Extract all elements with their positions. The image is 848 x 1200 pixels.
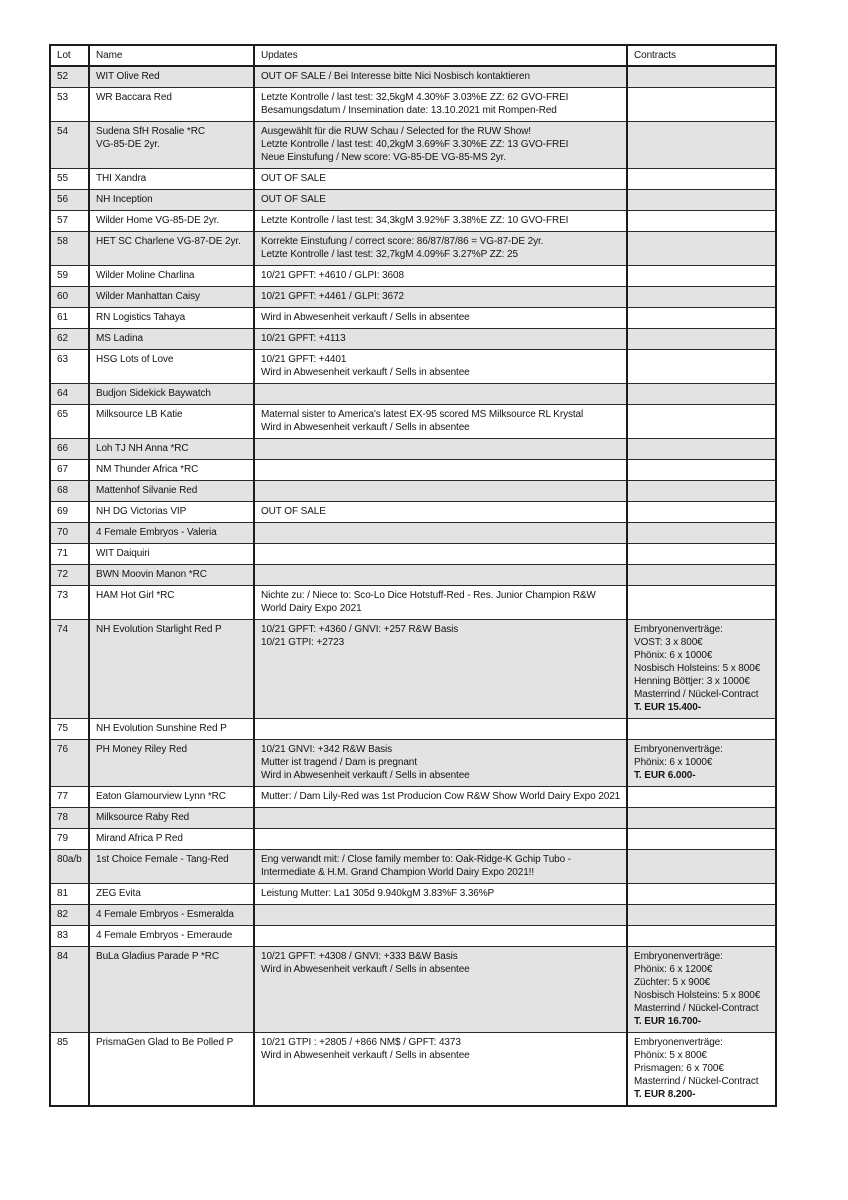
lot-cell: 52 (50, 66, 89, 88)
lot-cell: 81 (50, 884, 89, 905)
cell-line: Milksource LB Katie (96, 409, 183, 420)
table-row (50, 169, 776, 190)
updates-cell (254, 884, 627, 905)
cell-line: Phönix: 6 x 1000€ (634, 650, 713, 661)
cell-line: 4 Female Embryos - Esmeralda (96, 909, 234, 920)
cell-line: Phönix: 6 x 1200€ (634, 964, 713, 975)
name-cell (89, 502, 254, 523)
name-cell (89, 350, 254, 384)
table-row (50, 740, 776, 787)
contracts-cell (627, 190, 776, 211)
table-row (50, 460, 776, 481)
contracts-cell (627, 308, 776, 329)
lot-cell: 71 (50, 544, 89, 565)
cell-line: Maternal sister to America's latest EX-95 scored MS Milksource RL Krystal (261, 409, 584, 420)
updates-cell (254, 565, 627, 586)
name-cell (89, 523, 254, 544)
name-cell (89, 947, 254, 1033)
table-row (50, 481, 776, 502)
name-cell (89, 232, 254, 266)
cell-line: ZEG Evita (96, 888, 141, 899)
cell-line: RN Logistics Tahaya (96, 312, 186, 323)
name-cell (89, 905, 254, 926)
lot-cell: 85 (50, 1033, 89, 1107)
contracts-cell (627, 211, 776, 232)
cell-line: 10/21 GNVI: +342 R&W Basis (261, 744, 393, 755)
contract-total: T. EUR 8.200- (634, 1089, 696, 1100)
updates-cell (254, 211, 627, 232)
table-row (50, 308, 776, 329)
contracts-cell (627, 266, 776, 287)
cell-line: 4 Female Embryos - Valeria (96, 527, 217, 538)
name-cell (89, 190, 254, 211)
cell-line: Wird in Abwesenheit verkauft / Sells in absentee (261, 964, 470, 975)
table-row (50, 405, 776, 439)
lot-cell: 69 (50, 502, 89, 523)
cell-line: 10/21 GPFT: +4308 / GNVI: +333 B&W Basis (261, 951, 458, 962)
name-cell (89, 122, 254, 169)
contract-total: T. EUR 16.700- (634, 1016, 701, 1027)
cell-line: Loh TJ NH Anna *RC (96, 443, 189, 454)
cell-line: PH Money Riley Red (96, 744, 188, 755)
contracts-cell (627, 586, 776, 620)
lot-cell: 65 (50, 405, 89, 439)
cell-line: NH Evolution Sunshine Red P (96, 723, 227, 734)
updates-cell (254, 405, 627, 439)
contracts-cell (627, 947, 776, 1033)
contracts-cell (627, 88, 776, 122)
name-cell (89, 620, 254, 719)
cell-line: HSG Lots of Love (96, 354, 174, 365)
table-row (50, 502, 776, 523)
cell-line: Wilder Moline Charlina (96, 270, 195, 281)
table-row (50, 544, 776, 565)
updates-cell (254, 740, 627, 787)
lot-cell: 76 (50, 740, 89, 787)
name-cell (89, 787, 254, 808)
contracts-cell (627, 544, 776, 565)
updates-cell (254, 544, 627, 565)
cell-line: BuLa Gladius Parade P *RC (96, 951, 219, 962)
contracts-cell (627, 439, 776, 460)
updates-cell (254, 460, 627, 481)
name-cell (89, 829, 254, 850)
lot-cell: 67 (50, 460, 89, 481)
table-row (50, 829, 776, 850)
updates-cell (254, 350, 627, 384)
contracts-cell (627, 329, 776, 350)
updates-cell (254, 905, 627, 926)
table-row (50, 905, 776, 926)
name-cell (89, 719, 254, 740)
table-row (50, 88, 776, 122)
cell-line: Phönix: 6 x 1000€ (634, 757, 713, 768)
cell-line: Wird in Abwesenheit verkauft / Sells in absentee (261, 367, 470, 378)
cell-line: HET SC Charlene VG-87-DE 2yr. (96, 236, 241, 247)
table-row (50, 850, 776, 884)
table-row (50, 719, 776, 740)
cell-line: 10/21 GPFT: +4401 (261, 354, 347, 365)
updates-cell (254, 787, 627, 808)
cell-line: Leistung Mutter: La1 305d 9.940kgM 3.83%F 3.36%P (261, 888, 495, 899)
cell-line: Letzte Kontrolle / last test: 32,7kgM 4.09%F 3.27%P ZZ: 25 (261, 249, 518, 260)
cell-line: WIT Daiquiri (96, 548, 150, 559)
updates-cell (254, 190, 627, 211)
table-row (50, 808, 776, 829)
cell-line: Mutter ist tragend / Dam is pregnant (261, 757, 417, 768)
cell-line: Eng verwandt mit: / Close family member to: Oak-Ridge-K Gchip Tubo - Intermediate & H.M. Grand Champion World Dairy Expo 2021!! (261, 854, 571, 878)
updates-cell (254, 439, 627, 460)
table-row (50, 620, 776, 719)
table-row (50, 565, 776, 586)
cell-line: Letzte Kontrolle / last test: 34,3kgM 3.92%F 3.38%E ZZ: 10 GVO-FREI (261, 215, 569, 226)
cell-line: 10/21 GTPI: +2723 (261, 637, 345, 648)
lot-cell: 79 (50, 829, 89, 850)
contracts-cell (627, 384, 776, 405)
cell-line: Eaton Glamourview Lynn *RC (96, 791, 226, 802)
cell-line: Budjon Sidekick Baywatch (96, 388, 211, 399)
table-row (50, 1033, 776, 1107)
updates-cell (254, 620, 627, 719)
contracts-cell (627, 1033, 776, 1107)
contracts-cell (627, 122, 776, 169)
contracts-cell (627, 926, 776, 947)
lot-cell: 84 (50, 947, 89, 1033)
cell-line: 10/21 GPFT: +4461 / GLPI: 3672 (261, 291, 404, 302)
contracts-cell (627, 620, 776, 719)
updates-cell (254, 88, 627, 122)
cell-line: Wird in Abwesenheit verkauft / Sells in absentee (261, 422, 470, 433)
updates-cell (254, 502, 627, 523)
lot-cell: 64 (50, 384, 89, 405)
lot-cell: 61 (50, 308, 89, 329)
lot-cell: 68 (50, 481, 89, 502)
cell-line: 10/21 GPFT: +4610 / GLPI: 3608 (261, 270, 404, 281)
cell-line: VG-85-DE 2yr. (96, 139, 160, 150)
name-cell (89, 850, 254, 884)
name-cell (89, 66, 254, 88)
name-cell (89, 884, 254, 905)
name-cell (89, 586, 254, 620)
cell-line: Wird in Abwesenheit verkauft / Sells in absentee (261, 312, 470, 323)
name-cell (89, 287, 254, 308)
table-row (50, 350, 776, 384)
updates-cell (254, 947, 627, 1033)
cell-line: Henning Böttjer: 3 x 1000€ (634, 676, 750, 687)
lot-cell: 75 (50, 719, 89, 740)
updates-cell (254, 122, 627, 169)
cell-line: Embryonenverträge: (634, 624, 723, 635)
col-header-name: Name (89, 45, 254, 66)
table-row (50, 926, 776, 947)
contracts-cell (627, 850, 776, 884)
name-cell (89, 740, 254, 787)
cell-line: NH Inception (96, 194, 153, 205)
table-row (50, 523, 776, 544)
lot-cell: 66 (50, 439, 89, 460)
name-cell (89, 405, 254, 439)
lot-cell: 74 (50, 620, 89, 719)
table-header-row (50, 45, 776, 66)
updates-cell (254, 1033, 627, 1107)
cell-line: Masterrind / Nückel-Contract (634, 689, 759, 700)
cell-line: Letzte Kontrolle / last test: 40,2kgM 3.69%F 3.30%E ZZ: 13 GVO-FREI (261, 139, 569, 150)
cell-line: OUT OF SALE (261, 194, 326, 205)
table-row (50, 266, 776, 287)
name-cell (89, 544, 254, 565)
updates-cell (254, 850, 627, 884)
lot-cell: 83 (50, 926, 89, 947)
updates-cell (254, 329, 627, 350)
updates-cell (254, 719, 627, 740)
contracts-cell (627, 350, 776, 384)
updates-cell (254, 266, 627, 287)
cell-line: MS Ladina (96, 333, 143, 344)
cell-line: Letzte Kontrolle / last test: 32,5kgM 4.30%F 3.03%E ZZ: 62 GVO-FREI (261, 92, 569, 103)
cell-line: Masterrind / Nückel-Contract (634, 1076, 759, 1087)
lot-cell: 70 (50, 523, 89, 544)
contracts-cell (627, 481, 776, 502)
cell-line: Phönix: 5 x 800€ (634, 1050, 707, 1061)
table-row (50, 232, 776, 266)
updates-cell (254, 481, 627, 502)
name-cell (89, 88, 254, 122)
contract-total: T. EUR 15.400- (634, 702, 701, 713)
cell-line: WIT Olive Red (96, 71, 160, 82)
table-row (50, 329, 776, 350)
lot-cell: 63 (50, 350, 89, 384)
cell-line: Embryonenverträge: (634, 951, 723, 962)
lot-cell: 59 (50, 266, 89, 287)
cell-line: 10/21 GTPI : +2805 / +866 NM$ / GPFT: 4373 (261, 1037, 461, 1048)
contracts-cell (627, 740, 776, 787)
cell-line: PrismaGen Glad to Be Polled P (96, 1037, 234, 1048)
updates-cell (254, 232, 627, 266)
contracts-cell (627, 502, 776, 523)
lot-cell: 55 (50, 169, 89, 190)
cell-line: Wilder Manhattan Caisy (96, 291, 200, 302)
cell-line: OUT OF SALE (261, 173, 326, 184)
contracts-cell (627, 405, 776, 439)
table-row (50, 66, 776, 88)
table-row (50, 586, 776, 620)
col-header-updates: Updates (254, 45, 627, 66)
lot-cell: 60 (50, 287, 89, 308)
lot-cell: 62 (50, 329, 89, 350)
contracts-cell (627, 905, 776, 926)
cell-line: WR Baccara Red (96, 92, 172, 103)
lot-cell: 72 (50, 565, 89, 586)
cell-line: OUT OF SALE / Bei Interesse bitte Nici Nosbisch kontaktieren (261, 71, 530, 82)
updates-cell (254, 308, 627, 329)
cell-line: Ausgewählt für die RUW Schau / Selected for the RUW Show! (261, 126, 531, 137)
name-cell (89, 1033, 254, 1107)
cell-line: Züchter: 5 x 900€ (634, 977, 711, 988)
cell-line: BWN Moovin Manon *RC (96, 569, 207, 580)
updates-cell (254, 926, 627, 947)
table-row (50, 384, 776, 405)
cell-line: Nosbisch Holsteins: 5 x 800€ (634, 663, 761, 674)
name-cell (89, 211, 254, 232)
lot-cell: 77 (50, 787, 89, 808)
contracts-cell (627, 66, 776, 88)
name-cell (89, 565, 254, 586)
lot-cell: 73 (50, 586, 89, 620)
contracts-cell (627, 287, 776, 308)
name-cell (89, 266, 254, 287)
updates-cell (254, 66, 627, 88)
name-cell (89, 926, 254, 947)
lot-cell: 80a/b (50, 850, 89, 884)
table-row (50, 122, 776, 169)
contract-total: T. EUR 6.000- (634, 770, 696, 781)
updates-cell (254, 586, 627, 620)
name-cell (89, 460, 254, 481)
cell-line: 1st Choice Female - Tang-Red (96, 854, 229, 865)
name-cell (89, 169, 254, 190)
name-cell (89, 308, 254, 329)
contracts-cell (627, 565, 776, 586)
cell-line: THI Xandra (96, 173, 147, 184)
cell-line: Prismagen: 6 x 700€ (634, 1063, 724, 1074)
cell-line: OUT OF SALE (261, 506, 326, 517)
cell-line: Masterrind / Nückel-Contract (634, 1003, 759, 1014)
cell-line: Wilder Home VG-85-DE 2yr. (96, 215, 220, 226)
cell-line: VOST: 3 x 800€ (634, 637, 703, 648)
cell-line: 4 Female Embryos - Emeraude (96, 930, 233, 941)
cell-line: HAM Hot Girl *RC (96, 590, 175, 601)
cell-line: Wird in Abwesenheit verkauft / Sells in absentee (261, 1050, 470, 1061)
table-row (50, 439, 776, 460)
name-cell (89, 808, 254, 829)
contracts-cell (627, 829, 776, 850)
cell-line: Embryonenverträge: (634, 1037, 723, 1048)
contracts-cell (627, 232, 776, 266)
cell-line: Embryonenverträge: (634, 744, 723, 755)
cell-line: Wird in Abwesenheit verkauft / Sells in absentee (261, 770, 470, 781)
cell-line: Besamungsdatum / Insemination date: 13.10.2021 mit Rompen-Red (261, 105, 557, 116)
cell-line: 10/21 GPFT: +4360 / GNVI: +257 R&W Basis (261, 624, 459, 635)
cell-line: Neue Einstufung / New score: VG-85-DE VG-85-MS 2yr. (261, 152, 506, 163)
updates-cell (254, 808, 627, 829)
cell-line: 10/21 GPFT: +4113 (261, 333, 346, 344)
contracts-cell (627, 460, 776, 481)
cell-line: Nichte zu: / Niece to: Sco-Lo Dice Hotstuff-Red - Res. Junior Champion R&W World Dairy Expo 2021 (261, 590, 596, 614)
table-row (50, 287, 776, 308)
lot-cell: 82 (50, 905, 89, 926)
name-cell (89, 439, 254, 460)
cell-line: Milksource Raby Red (96, 812, 190, 823)
cell-line: Korrekte Einstufung / correct score: 86/87/87/86 = VG-87-DE 2yr. (261, 236, 544, 247)
updates-cell (254, 829, 627, 850)
contracts-cell (627, 523, 776, 544)
cell-line: NH Evolution Starlight Red P (96, 624, 222, 635)
col-header-lot: Lot (50, 45, 89, 66)
updates-cell (254, 287, 627, 308)
lot-cell: 56 (50, 190, 89, 211)
contracts-cell (627, 719, 776, 740)
lot-cell: 57 (50, 211, 89, 232)
table-row (50, 787, 776, 808)
cell-line: Mattenhof Silvanie Red (96, 485, 198, 496)
col-header-contracts: Contracts (627, 45, 776, 66)
contracts-cell (627, 169, 776, 190)
cell-line: Nosbisch Holsteins: 5 x 800€ (634, 990, 761, 1001)
name-cell (89, 329, 254, 350)
table-row (50, 947, 776, 1033)
cell-line: Sudena SfH Rosalie *RC (96, 126, 205, 137)
cell-line: NH DG Victorias VIP (96, 506, 187, 517)
name-cell (89, 384, 254, 405)
table-row (50, 211, 776, 232)
updates-cell (254, 384, 627, 405)
contracts-cell (627, 808, 776, 829)
lot-cell: 78 (50, 808, 89, 829)
table-row (50, 190, 776, 211)
updates-cell (254, 169, 627, 190)
cell-line: Mirand Africa P Red (96, 833, 183, 844)
table-row (50, 884, 776, 905)
cell-line: NM Thunder Africa *RC (96, 464, 199, 475)
cell-line: Mutter: / Dam Lily-Red was 1st Producion Cow R&W Show World Dairy Expo 2021 (261, 791, 621, 802)
lot-table (49, 44, 777, 1107)
contracts-cell (627, 787, 776, 808)
lot-cell: 54 (50, 122, 89, 169)
lot-cell: 58 (50, 232, 89, 266)
name-cell (89, 481, 254, 502)
lot-cell: 53 (50, 88, 89, 122)
contracts-cell (627, 884, 776, 905)
lot-table-body (50, 66, 776, 1106)
updates-cell (254, 523, 627, 544)
